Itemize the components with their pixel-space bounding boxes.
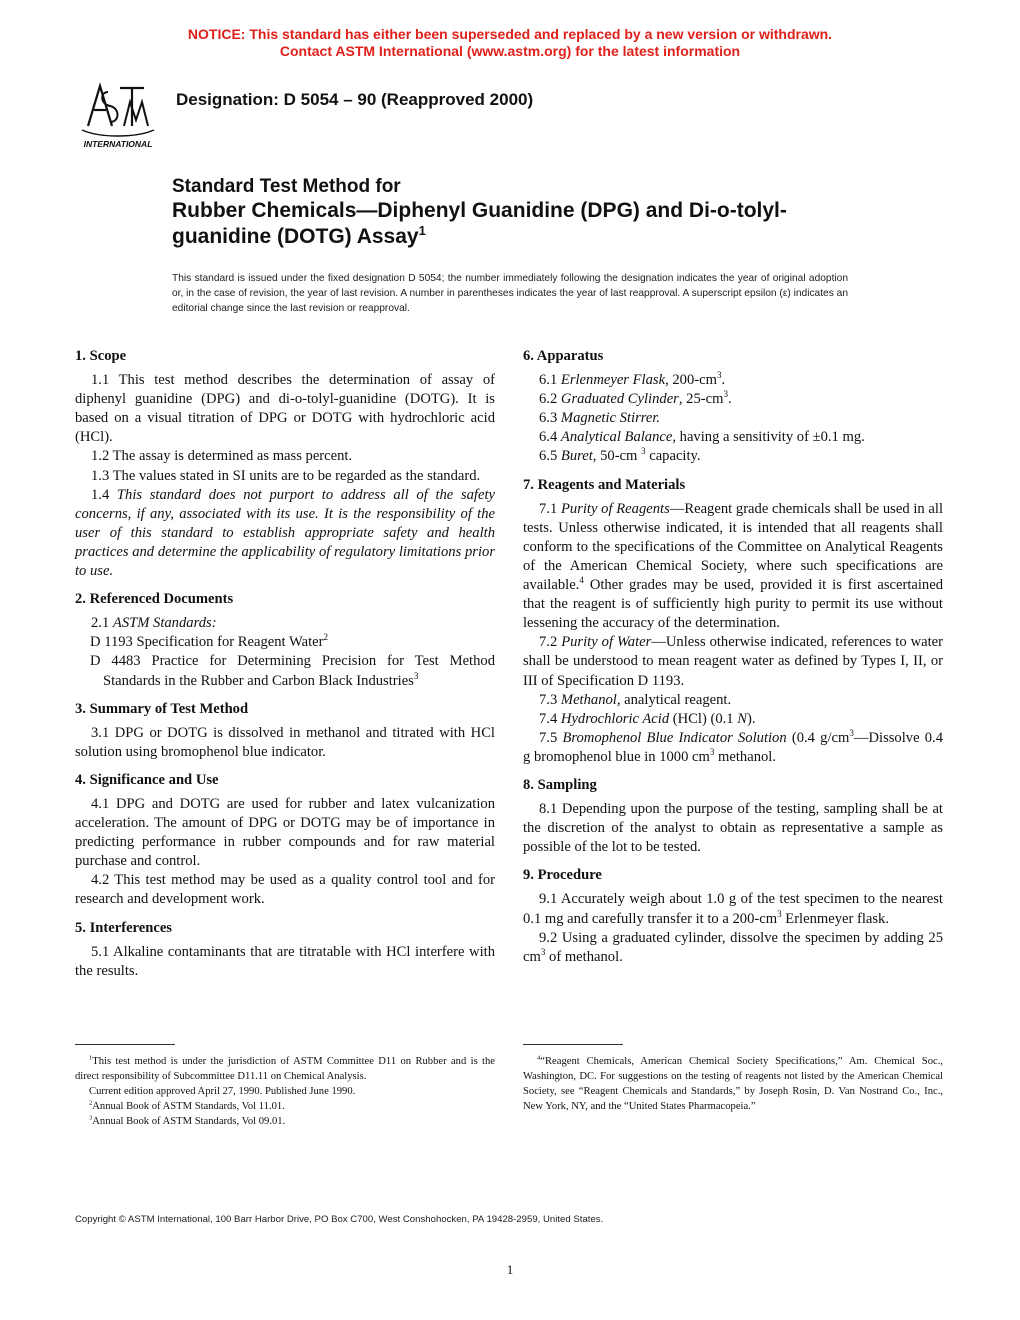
item-rest: , 50-cm (592, 448, 642, 465)
section-2-1-num: 2.1 (91, 615, 110, 632)
section-4-heading: 4. Significance and Use (75, 771, 219, 788)
section-7-heading: 7. Reagents and Materials (523, 476, 686, 493)
section-2-1-text: ASTM Standards: (112, 615, 217, 632)
item-name: Buret (560, 448, 593, 465)
item-num: 7.4 (539, 710, 558, 727)
footnote-2 (75, 1099, 495, 1114)
item-sup: 3 (540, 946, 546, 957)
section-2-heading: 2. Referenced Documents (75, 591, 234, 608)
item-num: 6.1 (539, 372, 558, 389)
item-sup: 3 (777, 908, 782, 919)
item-name: Erlenmeyer Flask (560, 372, 666, 389)
item-tail: . (728, 391, 732, 408)
item-rest: , 25-cm (678, 391, 724, 408)
issuance-statement: This standard is issued under the fixed designation D 5054; the number immediately following the designation indicates the year of original adoption or, in the case of revision, the year of last revision. A number in parentheses indicates the year of last reapproval. A superscript epsilon (ε) indicates an editorial change since the last revision or reapproval. (172, 273, 848, 314)
footnote-4 (523, 1054, 943, 1114)
item-tail: . (721, 372, 726, 389)
section-4-2: 4.2 This test method may be used as a quality control tool and for research and development work. (75, 872, 495, 908)
normality-symbol: N (737, 710, 747, 727)
section-1-heading: 1. Scope (75, 348, 127, 364)
item-name: Bromophenol Blue Indicator Solution (562, 729, 787, 746)
right-column (523, 345, 943, 967)
section-7-3 (523, 691, 943, 710)
section-3-1: 3.1 DPG or DOTG is dissolved in methanol and titrated with HCl solution using bromophenol blue indicator. (75, 724, 495, 760)
item-name: Purity of Reagents (560, 500, 670, 517)
footnote-3 (75, 1114, 495, 1129)
title-block (172, 176, 852, 250)
item-num: 7.2 (539, 634, 558, 651)
item-rest: , having a sensitivity of ±0.1 mg. (672, 429, 865, 446)
footnote-1 (75, 1054, 495, 1084)
section-7-1 (523, 500, 943, 634)
reference-d1193-fn: 2 (323, 632, 328, 643)
item-num: 7.5 (539, 729, 558, 746)
section-6-heading: 6. Apparatus (523, 348, 604, 364)
item-text: —Unless otherwise indicated, references to water shall be understood to mean reagent water as defined by Types I, II, or III of Specification D 1193. (523, 634, 943, 689)
item-num: 6.2 (539, 391, 558, 408)
footnote-2-vol: , Vol 11.01. (236, 1101, 285, 1112)
item-num: 6.5 (539, 448, 558, 465)
section-1-4 (75, 486, 495, 581)
title-line-1: Standard Test Method for (172, 176, 401, 197)
section-9-2 (523, 929, 943, 967)
item-name: Hydrochloric Acid (560, 710, 670, 727)
footnote-1-text: This test method is under the jurisdiction of ASTM Committee D11 on Rubber and is the direct responsibility of Subcommittee D11.11 on Chemical Analysis. (75, 1056, 495, 1082)
item-text: (0.4 g/cm (786, 729, 850, 746)
section-1-4-num: 1.4 (91, 486, 110, 503)
reference-d1193-text: D 1193 Specification for Reagent Water (90, 634, 324, 651)
item-tail: methanol. (714, 748, 776, 765)
reference-d4483-text: D 4483 Practice for Determining Precision for Test Method Standards in the Rubber and Carbon Black Industries (90, 653, 495, 689)
footnotes-right (523, 1054, 943, 1114)
section-6-3 (523, 409, 943, 428)
item-name: Magnetic Stirrer. (560, 410, 661, 427)
section-1-1: 1.1 This test method describes the determination of assay of diphenyl guanidine (DPG) and di-o-tolyl-guanidine (DOTG). It is based on a visual titration of DPG or DOTG with hydrochloric acid (HCl). (75, 372, 495, 446)
section-5-heading: 5. Interferences (75, 919, 172, 936)
item-tail: capacity. (645, 448, 701, 465)
section-6-1 (523, 371, 943, 390)
item-sup: 3 (723, 389, 728, 400)
section-8-1: 8.1 Depending upon the purpose of the testing, sampling shall be at the discretion of the analyst to obtain as representative a sample as possible of the lot to be tested. (523, 801, 943, 856)
section-6-2 (523, 390, 943, 409)
item-name: Methanol (560, 691, 617, 708)
notice-line-2: Contact ASTM International (www.astm.org) for the latest information (279, 43, 741, 59)
footnote-2-mark: 2 (89, 1099, 93, 1107)
item-num: 7.3 (539, 691, 558, 708)
footnote-mark: 4 (579, 575, 584, 586)
footnote-1-approval: Current edition approved April 27, 1990. Published June 1990. (89, 1086, 356, 1097)
title-main (172, 198, 852, 250)
footnote-4-mark: 4 (537, 1054, 541, 1062)
item-name: Graduated Cylinder (560, 391, 679, 408)
left-column (75, 345, 495, 981)
section-7-2 (523, 633, 943, 690)
section-7-5 (523, 729, 943, 767)
item-text: —Reagent grade chemicals shall be used in all tests. Unless otherwise indicated, it is intended that all reagents shall conform to the specifications of the Committee on Analytical Reagents of the American Chemical Society, where such specifications are available. (523, 500, 944, 594)
item-name: Analytical Balance (560, 429, 673, 446)
item-num: 7.1 (539, 500, 558, 517)
item-sup: 3 (641, 446, 646, 457)
item-tail: ). (746, 710, 756, 727)
reference-d1193 (75, 633, 495, 652)
reference-d4483-fn: 3 (413, 670, 419, 681)
title-footnote-mark: 1 (418, 223, 426, 238)
footnote-1-mark: 1 (89, 1054, 93, 1062)
item-text: 9.1 Accurately weigh about 1.0 g of the test specimen to the nearest 0.1 mg and carefully transfer it to a 200-cm (523, 891, 943, 927)
item-text: (HCl) (0.1 (669, 710, 738, 727)
section-6-4 (523, 428, 943, 447)
item-text-cont: Other grades may be used, provided it is first ascertained that the reagent is of sufficiently high purity to permit its use without lessening the accuracy of the determination. (523, 577, 943, 632)
footnote-3-vol: , Vol 09.01. (236, 1116, 286, 1127)
notice-line-1: NOTICE: This standard has either been superseded and replaced by a new version or withdrawn. (187, 26, 833, 42)
footnote-4-text: “Reagent Chemicals, American Chemical Society Specifications,” Am. Chemical Soc., Washington, DC. For suggestions on the testing of reagents not listed by the American Chemical Society, see “Reagent Chemicals and Standards,” by Joseph Rosin, D. Van Nostrand Co., Inc., New York, NY, and the “United States Pharmacopeia.” (523, 1056, 943, 1112)
section-1-2: 1.2 The assay is determined as mass percent. (91, 448, 353, 465)
section-9-heading: 9. Procedure (523, 867, 602, 884)
astm-logo-icon (70, 76, 166, 152)
section-6-5 (523, 447, 943, 466)
page-number: 1 (506, 1262, 514, 1277)
item-name: Purity of Water (561, 634, 652, 651)
item-num: 6.4 (539, 429, 558, 446)
item-sup: 3 (716, 370, 722, 381)
section-3-heading: 3. Summary of Test Method (75, 700, 249, 717)
section-4-1: 4.1 DPG and DOTG are used for rubber and latex vulcanization acceleration. The amount of DPG or DOTG may be of importance in predicting performance in rubber compounds and for raw material purchase and control. (75, 795, 495, 870)
copyright-line: Copyright © ASTM International, 100 Barr Harbor Drive, PO Box C700, West Conshohocken, PA 19428-2959, United States. (75, 1214, 604, 1225)
item-text-cont: —Dissolve 0.4 g bromophenol blue in 1000 cm (523, 729, 943, 765)
footnote-3-mark: 3 (89, 1114, 93, 1122)
footnote-rule-left (75, 1044, 175, 1045)
section-8-heading: 8. Sampling (523, 776, 597, 793)
item-sup: 3 (849, 727, 854, 738)
section-9-1 (523, 890, 943, 928)
section-1-4-text: This standard does not purport to address all of the safety concerns, if any, associated with its use. It is the responsibility of the user of this standard to establish appropriate safety and health practices and determine the applicability of regulatory limitations prior to use. (75, 486, 495, 580)
footnotes-left (75, 1054, 495, 1129)
section-5-1: 5.1 Alkaline contaminants that are titratable with HCl interfere with the results. (75, 943, 495, 979)
designation: Designation: D 5054 – 90 (Reapproved 2000) (176, 90, 534, 109)
title-main-text: Rubber Chemicals—Diphenyl Guanidine (DPG) and Di-o-tolyl-guanidine (DOTG) Assay (172, 199, 787, 248)
footnote-2-text: Annual Book of ASTM Standards (92, 1101, 237, 1112)
section-2-1 (75, 614, 495, 633)
item-text: 9.2 Using a graduated cylinder, dissolve the specimen by adding 25 cm (523, 929, 943, 965)
item-rest: , 200-cm (665, 372, 717, 389)
footnote-rule-right (523, 1044, 623, 1045)
astm-logo (70, 76, 166, 152)
item-tail: Erlenmeyer flask. (781, 910, 890, 927)
item-text: , analytical reagent. (616, 691, 732, 708)
item-num: 6.3 (539, 410, 558, 427)
item-tail: of methanol. (545, 948, 623, 965)
section-1-3: 1.3 The values stated in SI units are to be regarded as the standard. (91, 467, 481, 484)
reference-d4483 (75, 652, 495, 690)
logo-subtext: INTERNATIONAL (83, 139, 153, 149)
footnote-3-text: Annual Book of ASTM Standards (92, 1116, 237, 1127)
withdrawal-notice (0, 26, 1020, 60)
item-sup: 3 (709, 747, 715, 758)
section-7-4 (523, 710, 943, 729)
